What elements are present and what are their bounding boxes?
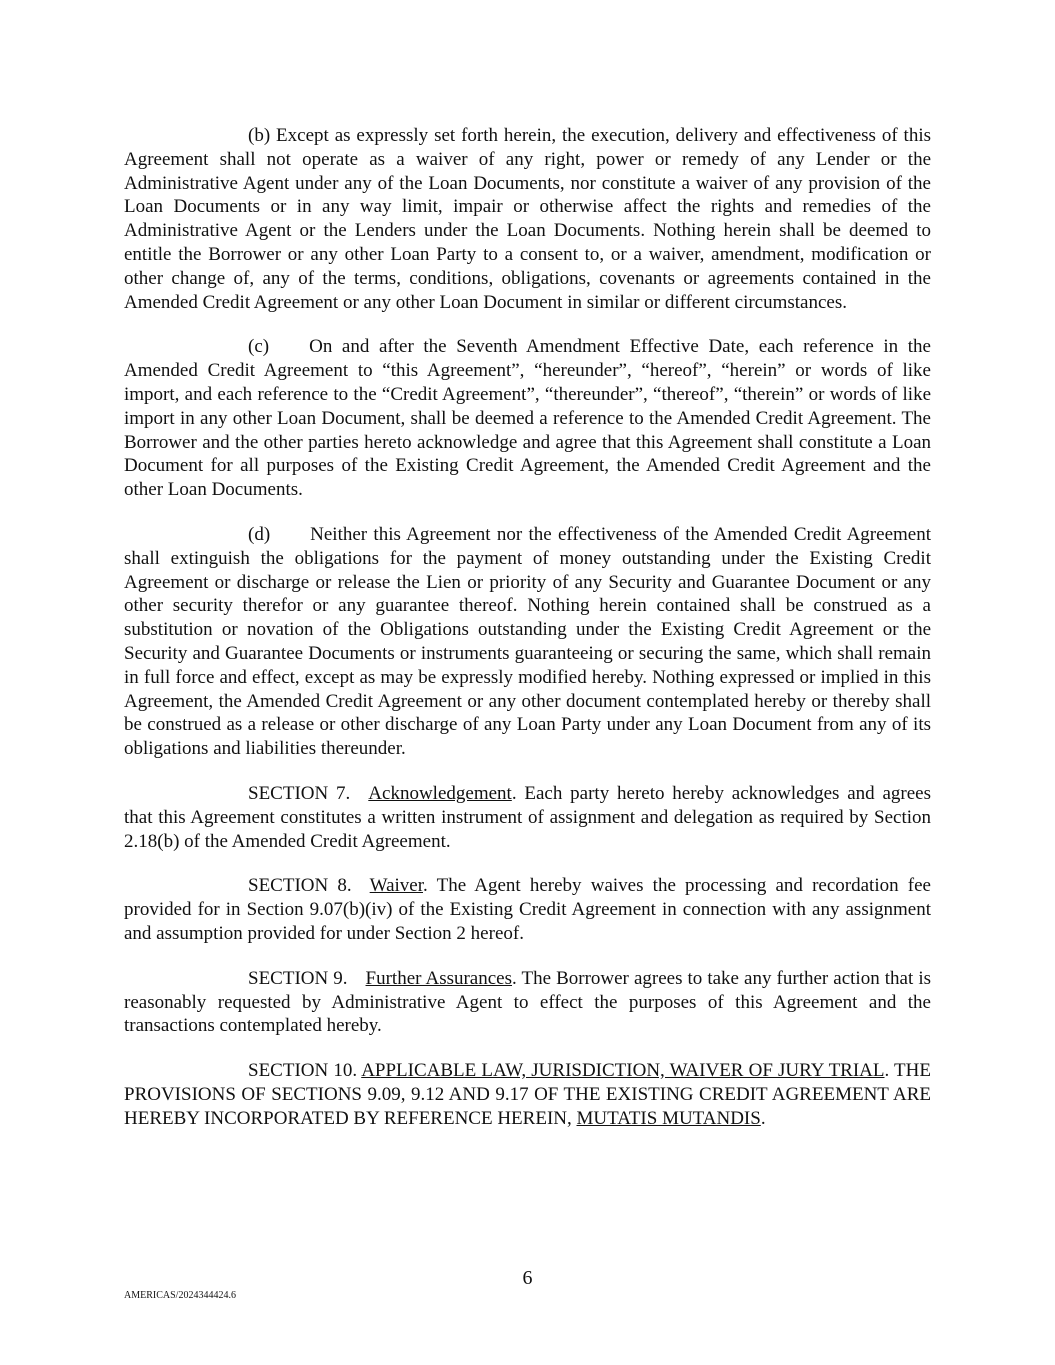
section-9-number: SECTION 9. (248, 967, 348, 989)
section-10-number: SECTION 10. (248, 1060, 358, 1082)
section-9 (124, 967, 931, 1038)
paragraph-d-text: Neither this Agreement nor the effectiveness of the Amended Credit Agreement shall extinguish the obligations for the payment of money outstanding under the Existing Credit Agreement or discharge or release the Lien or priority of any Security and Guarantee Document or any other security therefor or any guarantee thereof. Nothing herein contained shall be construed as a substitution or novation of the Obligations outstanding under the Existing Credit Agreement or the Security and Guarantee Documents or instruments guaranteeing or securing the same, which shall remain in full force and effect, except as may be expressly modified hereby. Nothing expressed or implied in this Agreement, the Amended Credit Agreement or any other document contemplated hereby or thereby shall be construed as a release or other discharge of any Loan Party under any Loan Document from any of its obligations and liabilities thereunder. (124, 523, 931, 760)
section-10-end: . (760, 1107, 766, 1129)
page-number: 6 (522, 1267, 533, 1289)
paragraph-b-text: (b) Except as expressly set forth herein, the execution, delivery and effectiveness of this Agreement shall not operate as a waiver of any right, power or remedy of any Lender or the Administrative Agent under any of the Loan Documents, nor constitute a waiver of any provision of the Loan Documents or in any way limit, impair or otherwise affect the rights and remedies of the Administrative Agent or the Lenders under the Loan Documents. Nothing herein shall be deemed to entitle the Borrower or any other Loan Party to a consent to, or a waiver, amendment, modification or other change of, any of the terms, conditions, obligations, covenants or agreements contained in the Amended Credit Agreement or any other Loan Document in similar or different circumstances. (124, 125, 931, 313)
paragraph-d (124, 523, 931, 761)
section-9-text: . The Borrower agrees to take any further action that is reasonably requested by Administrative Agent to effect the purposes of this Agreement and the transactions contemplated hereby. (124, 967, 931, 1037)
section-10-latin-phrase: MUTATIS MUTANDIS (576, 1107, 761, 1129)
document-body (124, 124, 931, 1151)
section-8-text: . The Agent hereby waives the processing and recordation fee provided for in Section 9.07(b)(iv) of the Existing Credit Agreement in connection with any assignment and assumption provided for under Section 2 hereof. (124, 875, 931, 944)
paragraph-c-label: (c) (248, 336, 270, 358)
section-8-number: SECTION 8. (248, 875, 352, 897)
section-10 (124, 1059, 931, 1130)
section-7 (124, 782, 931, 853)
section-10-heading: APPLICABLE LAW, JURISDICTION, WAIVER OF JURY TRIAL (361, 1060, 885, 1082)
paragraph-b (124, 124, 931, 314)
section-8-heading: Waiver (369, 875, 423, 897)
section-7-heading: Acknowledgement (368, 782, 512, 804)
section-8 (124, 874, 931, 945)
section-7-number: SECTION 7. (248, 782, 351, 804)
section-10-text: . THE PROVISIONS OF SECTIONS 9.09, 9.12 AND 9.17 OF THE EXISTING CREDIT AGREEMENT ARE HEREBY INCORPORATED BY REFERENCE HEREIN, (124, 1060, 931, 1129)
paragraph-c-text: On and after the Seventh Amendment Effective Date, each reference in the Amended Credit Agreement to “this Agreement”, “hereunder”, “hereof”, “herein” or words of like import, and each reference to the “Credit Agreement”, “thereunder”, “thereof”, “therein” or words of like import in any other Loan Document, shall be deemed a reference to the Amended Credit Agreement. The Borrower and the other parties hereto acknowledge and agree that this Agreement shall constitute a Loan Document for all purposes of the Existing Credit Agreement, the Amended Credit Agreement and the other Loan Documents. (124, 336, 931, 501)
section-9-heading: Further Assurances (365, 967, 513, 989)
paragraph-c (124, 335, 931, 502)
document-id: AMERICAS/2024344424.6 (124, 1290, 236, 1301)
paragraph-d-label: (d) (248, 523, 271, 545)
section-7-text: . Each party hereto hereby acknowledges and agrees that this Agreement constitutes a written instrument of assignment and delegation as required by Section 2.18(b) of the Amended Credit Agreement. (124, 782, 931, 852)
